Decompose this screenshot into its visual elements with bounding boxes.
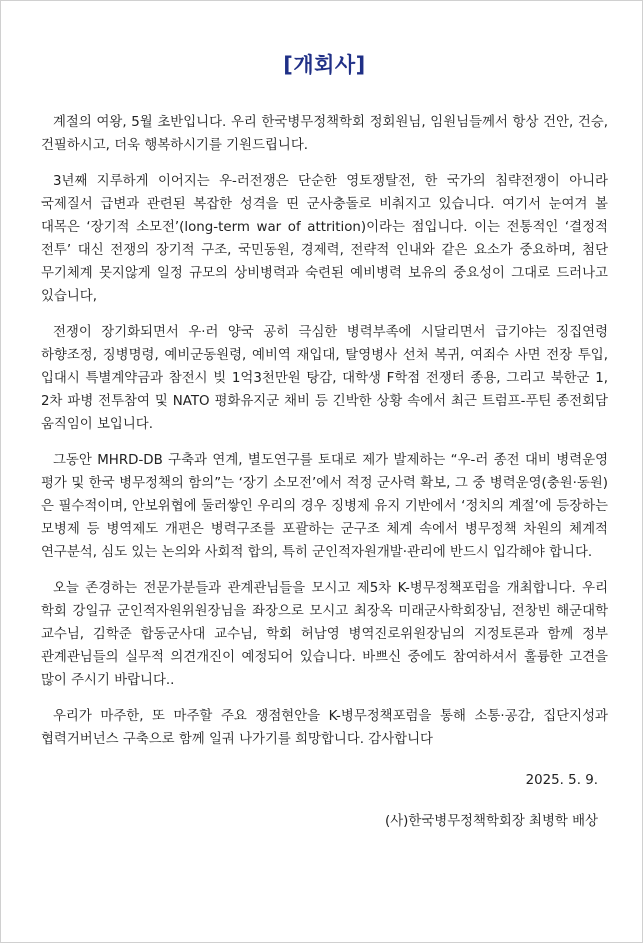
paragraph-forum-intro: 오늘 존경하는 전문가분들과 관계관님들을 모시고 제5차 K-병무정책포럼을 개최합니다. 우리 학회 강일규 군인적자원위원장님을 좌장으로 모시고 최장옥 미래군사학회장님, 전창빈 해군대학 교수님, 김학준 합동군사대 교수님, 학회 허남영 병역진로위원장님의 지정토론과 함께 정부 관계관님들의 실무적 의견개진이 예정되어 있습니다. 바쁘신 중에도 참여하셔서 훌륭한 고견을 많이 주시기 바랍니다..: [41, 581, 608, 688]
paragraph-greeting: 계절의 여왕, 5월 초반입니다. 우리 한국병무정책학회 정회원님, 임원님들께서 항상 건안, 건승, 건필하시고, 더욱 행복하시기를 기원드립니다.: [41, 115, 608, 153]
document-signature: (사)한국병무정책학회장 최병학 배상: [385, 814, 598, 829]
document-date: 2025. 5. 9.: [525, 773, 598, 788]
paragraph-war-context: 3년째 지루하게 이어지는 우-러전쟁은 단순한 영토쟁탈전, 한 국가의 침략전쟁이 아니라 국제질서 급변과 관련된 복잡한 성격을 띤 군사충돌로 비춰지고 있습니다. 여기서 눈여겨 볼 대목은 ‘장기적 소모전’(long-term war of attrition)이라는 점입니다. 이는 전통적인 ‘결정적 전투’ 대신 전쟁의 장기적 구조, 국민동원, 경제력, 전략적 인내와 같은 요소가 중요하며, 첨단 무기체계 못지않게 일정 규모의 상비병력과 숙련된 예비병력 보유의 중요성이 그대로 드러나고 있습니다,: [41, 174, 608, 304]
paragraph-presentation: 그동안 MHRD-DB 구축과 연계, 별도연구를 토대로 제가 발제하는 “우-러 종전 대비 병력운영 평가 및 한국 병무정책의 함의”는 ‘장기 소모전’에서 적정 군사력 확보, 그 중 병력운영(충원·동원)은 필수적이며, 안보위협에 둘러쌓인 우리의 경우 징병제 유지 기반에서 ‘정치의 계절’에 등장하는 모병제 등 병역제도 개편은 병력구조를 포괄하는 군구조 체계 속에서 병무정책 차원의 체계적 연구분석, 심도 있는 논의와 사회적 합의, 특히 군인적자원개발·관리에 반드시 입각해야 합니다.: [41, 453, 608, 560]
document-title: [개회사]: [283, 53, 366, 77]
paragraph-manpower-shortage: 전쟁이 장기화되면서 우·러 양국 공히 극심한 병력부족에 시달리면서 급기야는 징집연령 하향조정, 징병명령, 예비군동원령, 예비역 재입대, 탈영병사 선처 복귀, 여죄수 사면 전장 투입, 입대시 특별계약금과 참전시 빚 1억3천만원 탕감, 대학생 F학점 전쟁터 종용, 그리고 북한군 1, 2차 파병 전투참여 및 NATO 평화유지군 채비 등 긴박한 상황 속에서 최근 트럼프-푸틴 종전회담 움직임이 보입니다.: [41, 325, 608, 432]
paragraph-closing: 우리가 마주한, 또 마주할 주요 쟁점현안을 K-병무정책포럼을 통해 소통·공감, 집단지성과 협력거버넌스 구축으로 함께 일궈 나가기를 희망합니다. 감사합니다: [41, 709, 608, 747]
